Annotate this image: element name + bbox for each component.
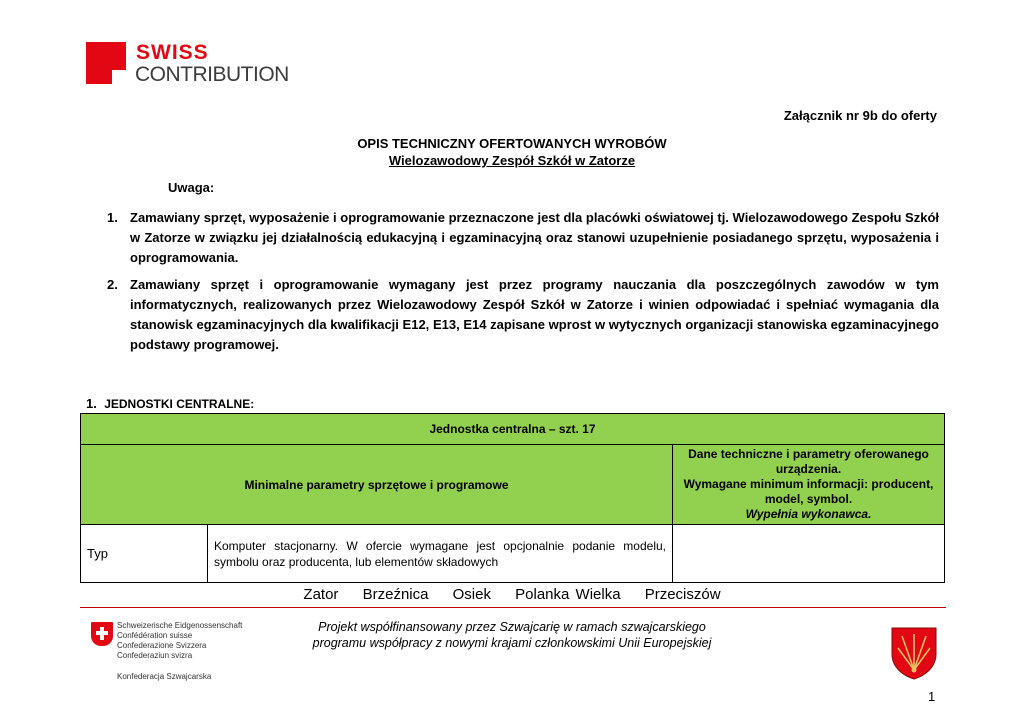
project-line: programu współpracy z nowymi krajami członkowskimi Unii Europejskiej	[312, 636, 712, 650]
column-offered-params	[673, 445, 945, 525]
footer-divider	[80, 607, 946, 608]
document-subtitle: Wielozawodowy Zespół Szkół w Zatorze	[388, 153, 636, 168]
document-title: OPIS TECHNICZNY OFERTOWANYCH WYROBÓW	[357, 136, 667, 151]
page-number: 1	[928, 689, 936, 704]
note-number: 2.	[107, 277, 118, 292]
section-number: 1.	[86, 396, 97, 411]
offered-params-note: Wypełnia wykonawca.	[745, 507, 872, 521]
table-row	[81, 525, 945, 583]
annex-label: Załącznik nr 9b do oferty	[783, 108, 937, 123]
offered-params-line: Wymagane minimum informacji: producent, model, symbol.	[683, 477, 934, 506]
logo-mark	[86, 42, 126, 84]
section-title: JEDNOSTKI CENTRALNE:	[104, 397, 255, 411]
town: Brzeźnica	[362, 586, 429, 603]
town: Zator	[303, 586, 339, 603]
swiss-confederation-logo	[86, 620, 286, 690]
note-item	[107, 208, 939, 268]
note-text: Zamawiany sprzęt i oprogramowanie wymagany jest przez programy nauczania dla poszczególnych zawodów w tym informatycznych, realizowanych przez Wielozawodowy Zespół Szkół w Zatorze i winien odpowiadać i spełniać wymagania dla stanowisk egzaminacyjnych dla kwalifikacji E12, E13, E14 zapisane wprost w wytycznych organizacji stanowiska egzaminacyjnego podstawy programowej.	[130, 277, 939, 352]
town: Osiek	[452, 586, 491, 603]
towns-list	[0, 586, 1024, 603]
note-number: 1.	[107, 210, 118, 225]
swiss-cross-icon	[91, 622, 113, 646]
row-description: Komputer stacjonarny. W ofercie wymagane jest opcjonalnie podanie modelu, symbolu oraz producenta, lub elementów składowych	[208, 525, 673, 583]
confederation-line: Confederazione Svizzera	[117, 641, 207, 650]
project-info	[262, 619, 762, 651]
town: Przeciszów	[644, 586, 721, 603]
section-heading	[86, 396, 254, 411]
spec-table	[80, 413, 945, 583]
swiss-contribution-logo	[86, 42, 296, 88]
confederation-line: Schweizerische Eidgenossenschaft	[117, 621, 243, 630]
column-min-params: Minimalne parametry sprzętowe i programowe	[81, 445, 673, 525]
confederation-line: Confédération suisse	[117, 631, 193, 640]
confederation-polish: Konfederacja Szwajcarska	[117, 672, 212, 681]
logo-contribution-text: CONTRIBUTION	[135, 63, 289, 86]
row-offer-value[interactable]	[673, 525, 945, 583]
offered-params-line: Dane techniczne i parametry oferowanego urządzenia.	[688, 447, 929, 476]
logo-swiss-text: SWISS	[136, 41, 209, 64]
note-text: Zamawiany sprzęt, wyposażenie i oprogramowanie przeznaczone jest dla placówki oświatowej tj. Wielozawodowego Zespołu Szkół w Zatorze w związku jej działalnością edukacyjną i egzaminacyjną oraz stanowi uzupełnienie posiadanego sprzętu, wyposażenia i oprogramowania.	[130, 210, 939, 265]
project-line: Projekt współfinansowany przez Szwajcarię w ramach szwajcarskiego	[318, 620, 706, 634]
coat-of-arms-icon	[890, 626, 938, 680]
confederation-names	[117, 621, 242, 661]
row-label: Typ	[81, 525, 208, 583]
note-heading: Uwaga:	[168, 180, 215, 195]
table-header: Jednostka centralna – szt. 17	[81, 414, 945, 445]
confederation-line: Confederaziun svizra	[117, 651, 193, 660]
note-item	[107, 275, 939, 355]
town: Polanka Wielka	[515, 586, 621, 603]
notes-list	[107, 208, 939, 362]
